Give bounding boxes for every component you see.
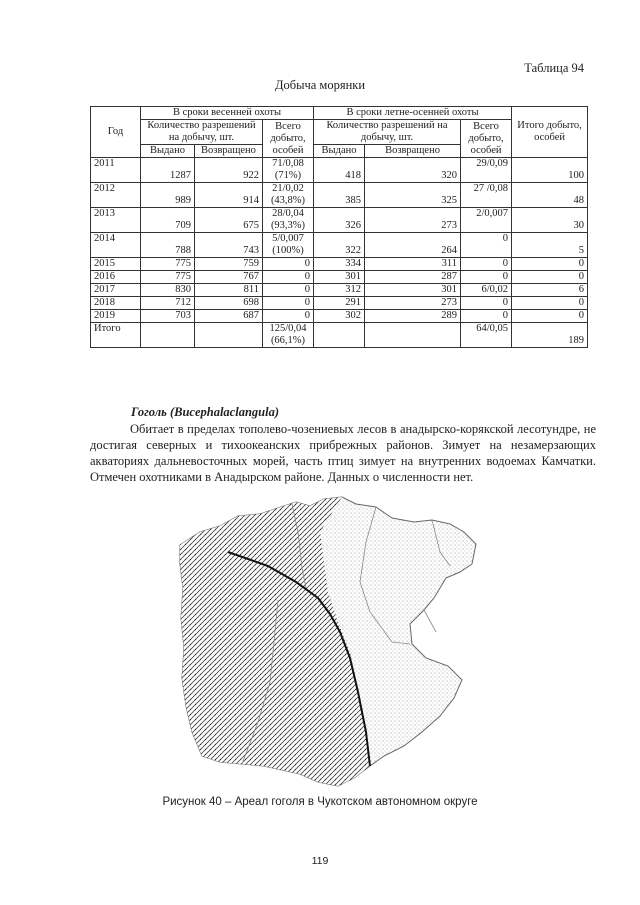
spring-harvested-cell: 28/0,04 (93,3%) (263, 208, 314, 233)
spring-harvested-cell: 21/0,02 (43,8%) (263, 183, 314, 208)
spring-harvested-cell: 125/0,04 (66,1%) (263, 323, 314, 348)
figure-caption: Рисунок 40 – Ареал гоголя в Чукотском автономном округе (162, 796, 478, 808)
autumn-returned-cell: 273 (365, 297, 461, 310)
spring-harvested-cell: 0 (263, 297, 314, 310)
autumn-issued-cell: 334 (314, 258, 365, 271)
header-spring-harvested: Всего добыто, особей (263, 120, 314, 158)
table-row (91, 284, 588, 297)
autumn-harvested-cell: 64/0,05 (461, 323, 512, 348)
spring-returned-cell: 922 (195, 158, 263, 183)
table-row (91, 258, 588, 271)
year-cell: 2012 (91, 183, 141, 208)
autumn-harvested-cell: 0 (461, 271, 512, 284)
total-cell: 0 (512, 271, 588, 284)
year-cell: 2017 (91, 284, 141, 297)
spring-harvested-cell: 71/0,08 (71%) (263, 158, 314, 183)
spring-issued-cell: 989 (141, 183, 195, 208)
autumn-issued-cell: 291 (314, 297, 365, 310)
header-total: Итого добыто, особей (512, 107, 588, 158)
autumn-harvested-cell: 29/0,09 (461, 158, 512, 183)
spring-issued-cell (141, 323, 195, 348)
autumn-issued-cell: 302 (314, 310, 365, 323)
spring-harvested-cell: 0 (263, 271, 314, 284)
header-year: Год (91, 107, 141, 158)
header-spring-issued: Выдано (141, 145, 195, 158)
total-cell: 6 (512, 284, 588, 297)
autumn-issued-cell: 418 (314, 158, 365, 183)
autumn-returned-cell: 311 (365, 258, 461, 271)
table-row (91, 323, 588, 348)
total-cell: 0 (512, 297, 588, 310)
spring-issued-cell: 775 (141, 258, 195, 271)
autumn-issued-cell: 322 (314, 233, 365, 258)
autumn-harvested-cell: 27 /0,08 (461, 183, 512, 208)
table-row (91, 233, 588, 258)
total-cell: 48 (512, 183, 588, 208)
total-cell: 100 (512, 158, 588, 183)
spring-issued-cell: 709 (141, 208, 195, 233)
autumn-returned-cell: 289 (365, 310, 461, 323)
year-cell: 2016 (91, 271, 141, 284)
autumn-issued-cell: 385 (314, 183, 365, 208)
year-cell: 2014 (91, 233, 141, 258)
autumn-issued-cell: 312 (314, 284, 365, 297)
autumn-returned-cell: 325 (365, 183, 461, 208)
autumn-returned-cell: 301 (365, 284, 461, 297)
header-autumn-issued: Выдано (314, 145, 365, 158)
year-cell: 2019 (91, 310, 141, 323)
table-row (91, 297, 588, 310)
spring-returned-cell (195, 323, 263, 348)
autumn-returned-cell: 273 (365, 208, 461, 233)
autumn-harvested-cell: 0 (461, 297, 512, 310)
autumn-issued-cell (314, 323, 365, 348)
table-row (91, 158, 588, 183)
header-autumn: В сроки летне-осенней охоты (314, 107, 512, 120)
spring-returned-cell: 675 (195, 208, 263, 233)
spring-issued-cell: 712 (141, 297, 195, 310)
spring-returned-cell: 687 (195, 310, 263, 323)
total-cell: 189 (512, 323, 588, 348)
total-cell: 5 (512, 233, 588, 258)
header-spring: В сроки весенней охоты (141, 107, 314, 120)
spring-returned-cell: 759 (195, 258, 263, 271)
header-spring-returned: Возвращено (195, 145, 263, 158)
autumn-returned-cell: 264 (365, 233, 461, 258)
year-cell: 2018 (91, 297, 141, 310)
autumn-returned-cell (365, 323, 461, 348)
header-autumn-permits: Количество разрешений на добычу, шт. (314, 120, 461, 145)
spring-issued-cell: 830 (141, 284, 195, 297)
autumn-harvested-cell: 0 (461, 258, 512, 271)
spring-returned-cell: 914 (195, 183, 263, 208)
spring-issued-cell: 703 (141, 310, 195, 323)
year-cell: 2011 (91, 158, 141, 183)
autumn-harvested-cell: 0 (461, 310, 512, 323)
spring-harvested-cell: 0 (263, 258, 314, 271)
spring-issued-cell: 775 (141, 271, 195, 284)
header-spring-permits: Количество разрешений на добычу, шт. (141, 120, 263, 145)
year-cell: Итого (91, 323, 141, 348)
year-cell: 2013 (91, 208, 141, 233)
table-label: Таблица 94 (524, 61, 584, 75)
autumn-issued-cell: 326 (314, 208, 365, 233)
spring-harvested-cell: 0 (263, 284, 314, 297)
spring-returned-cell: 767 (195, 271, 263, 284)
harvest-table (90, 106, 588, 348)
section-title: Гоголь (Bucephalaclangula) (131, 405, 279, 419)
autumn-harvested-cell: 6/0,02 (461, 284, 512, 297)
species-description: Обитает в пределах тополево-чозениевых лесов в анадырско-корякской лесотундре, не достигая северных и тихоокеанских прибрежных районов. Зимует на незамерзающих акваториях дальневосточных морей, часть птиц зимует на внутренних водоемах Камчатки. Отмечен охотниками в Анадырском районе. Данных о численности нет. (90, 422, 596, 484)
header-autumn-harvested: Всего добыто, особей (461, 120, 512, 158)
spring-harvested-cell: 0 (263, 310, 314, 323)
table-row (91, 183, 588, 208)
range-map (178, 492, 478, 788)
spring-returned-cell: 698 (195, 297, 263, 310)
autumn-issued-cell: 301 (314, 271, 365, 284)
spring-issued-cell: 1287 (141, 158, 195, 183)
table-title: Добыча морянки (274, 78, 366, 92)
autumn-returned-cell: 287 (365, 271, 461, 284)
total-cell: 30 (512, 208, 588, 233)
autumn-harvested-cell: 0 (461, 233, 512, 258)
total-cell: 0 (512, 258, 588, 271)
spring-issued-cell: 788 (141, 233, 195, 258)
table-row (91, 208, 588, 233)
autumn-harvested-cell: 2/0,007 (461, 208, 512, 233)
table-row (91, 310, 588, 323)
header-autumn-returned: Возвращено (365, 145, 461, 158)
spring-harvested-cell: 5/0,007 (100%) (263, 233, 314, 258)
table-row (91, 271, 588, 284)
page-number: 119 (311, 855, 329, 867)
spring-returned-cell: 743 (195, 233, 263, 258)
total-cell: 0 (512, 310, 588, 323)
spring-returned-cell: 811 (195, 284, 263, 297)
year-cell: 2015 (91, 258, 141, 271)
autumn-returned-cell: 320 (365, 158, 461, 183)
